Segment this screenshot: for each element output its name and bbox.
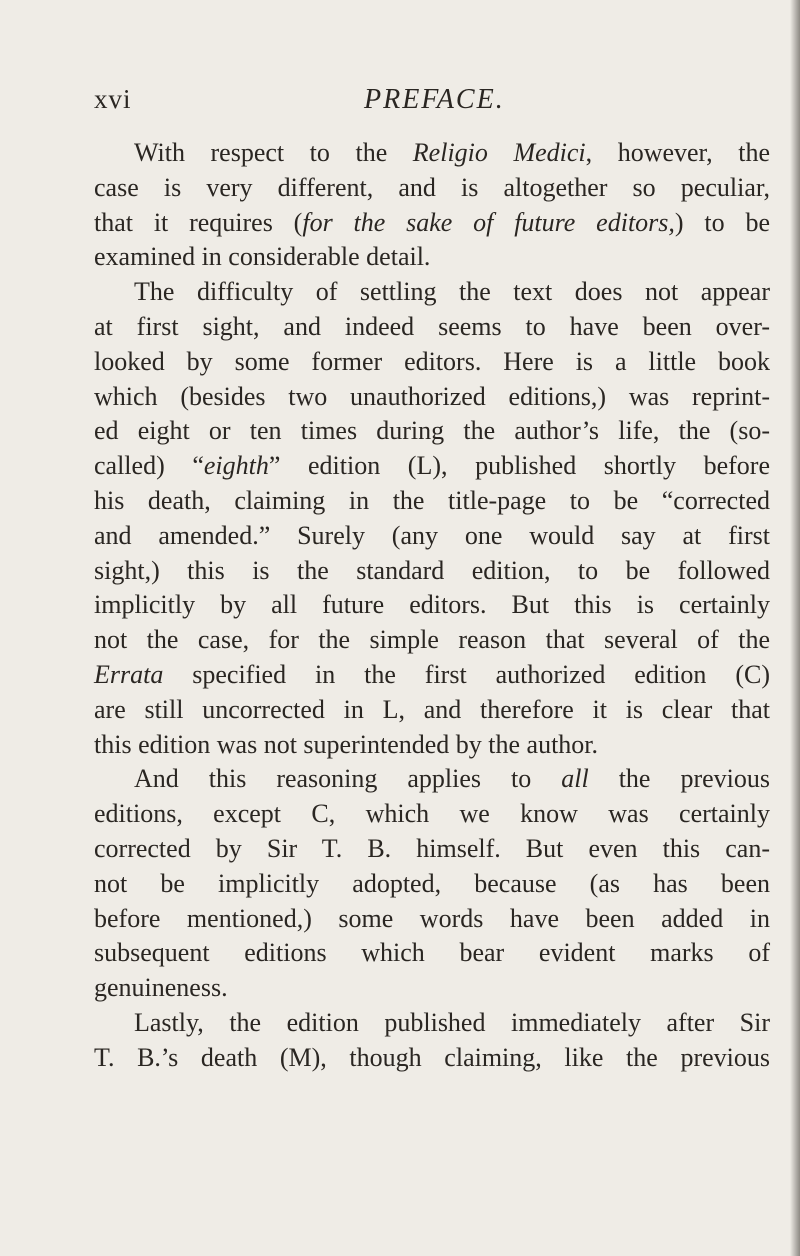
text-segment: this edition was not superintended by the author. [94, 729, 599, 759]
text-segment: subsequent editions which bear evident marks of [94, 938, 770, 968]
preface-body-text [94, 136, 770, 1076]
text-line [94, 693, 770, 728]
text-line [94, 519, 770, 554]
text-line [94, 902, 770, 937]
text-segment: ” edition (L), published shortly before [268, 451, 770, 481]
text-segment: looked by some former editors. Here is a little book [94, 346, 770, 376]
text-segment: Lastly, the edition published immediately after Sir [134, 1007, 770, 1037]
text-line [94, 728, 770, 763]
text-line [94, 275, 770, 310]
text-segment: sight,) this is the standard edition, to be followed [94, 555, 770, 585]
text-segment: With respect to the [134, 138, 413, 167]
text-segment: ) to be [674, 207, 770, 237]
text-segment: which (besides two unauthorized editions,) was reprint- [94, 381, 770, 411]
text-line [94, 936, 770, 971]
text-line [94, 310, 770, 345]
text-line [94, 484, 770, 519]
text-line [94, 554, 770, 589]
text-segment: before mentioned,) some words have been added in [94, 903, 770, 933]
text-segment: genuineness. [94, 973, 228, 1003]
text-line [94, 449, 770, 484]
italic-text: Errata [94, 659, 164, 689]
running-title: PREFACE. [364, 84, 505, 115]
text-segment: his death, claiming in the title-page to be “corrected [94, 485, 770, 515]
text-segment: are still uncorrected in L, and therefore it is clear that [94, 694, 770, 724]
italic-text: Religio Medici [412, 138, 586, 167]
text-segment: , however, the [585, 138, 770, 167]
text-segment: not be implicitly adopted, because (as has been [94, 868, 770, 898]
text-line [94, 414, 770, 449]
text-line [94, 762, 770, 797]
text-segment: that it requires ( [94, 207, 303, 237]
text-line [94, 380, 770, 415]
text-line [94, 1041, 770, 1076]
text-segment: The difficulty of settling the text does not appear [134, 277, 770, 307]
text-line [94, 971, 770, 1006]
text-segment: the previous [588, 764, 770, 794]
text-segment: specified in the first authorized edition (C) [163, 659, 770, 689]
text-line [94, 658, 770, 693]
italic-text: for the sake of future editors, [302, 207, 675, 237]
text-line [94, 206, 770, 241]
italic-text: all [561, 764, 589, 794]
italic-text: eighth [203, 451, 269, 481]
text-line [94, 136, 770, 171]
text-segment: examined in considerable detail. [94, 242, 431, 272]
text-line [94, 171, 770, 206]
text-line [94, 797, 770, 832]
text-segment: And this reasoning applies to [134, 764, 562, 794]
text-line [94, 1006, 770, 1041]
text-line [94, 832, 770, 867]
text-line [94, 867, 770, 902]
text-line [94, 588, 770, 623]
text-segment: and amended.” Surely (any one would say at first [94, 520, 770, 550]
text-segment: not the case, for the simple reason that several of the [94, 625, 770, 655]
page-number: xvi [94, 84, 132, 114]
page-header [94, 84, 784, 124]
text-segment: T. B.’s death (M), though claiming, like the previous [94, 1042, 770, 1072]
text-line [94, 240, 770, 275]
text-line [94, 345, 770, 380]
page-edge-shadow [790, 0, 800, 1256]
text-segment: at first sight, and indeed seems to have been over- [94, 311, 770, 341]
text-segment: ed eight or ten times during the author’s life, the (so- [94, 416, 770, 446]
text-line [94, 623, 770, 658]
text-segment: case is very different, and is altogether so peculiar, [94, 172, 770, 202]
text-segment: editions, except C, which we know was certainly [94, 799, 770, 829]
text-segment: implicitly by all future editors. But this is certainly [94, 590, 770, 620]
text-segment: called) “ [94, 451, 204, 481]
text-segment: corrected by Sir T. B. himself. But even this can- [94, 833, 770, 863]
